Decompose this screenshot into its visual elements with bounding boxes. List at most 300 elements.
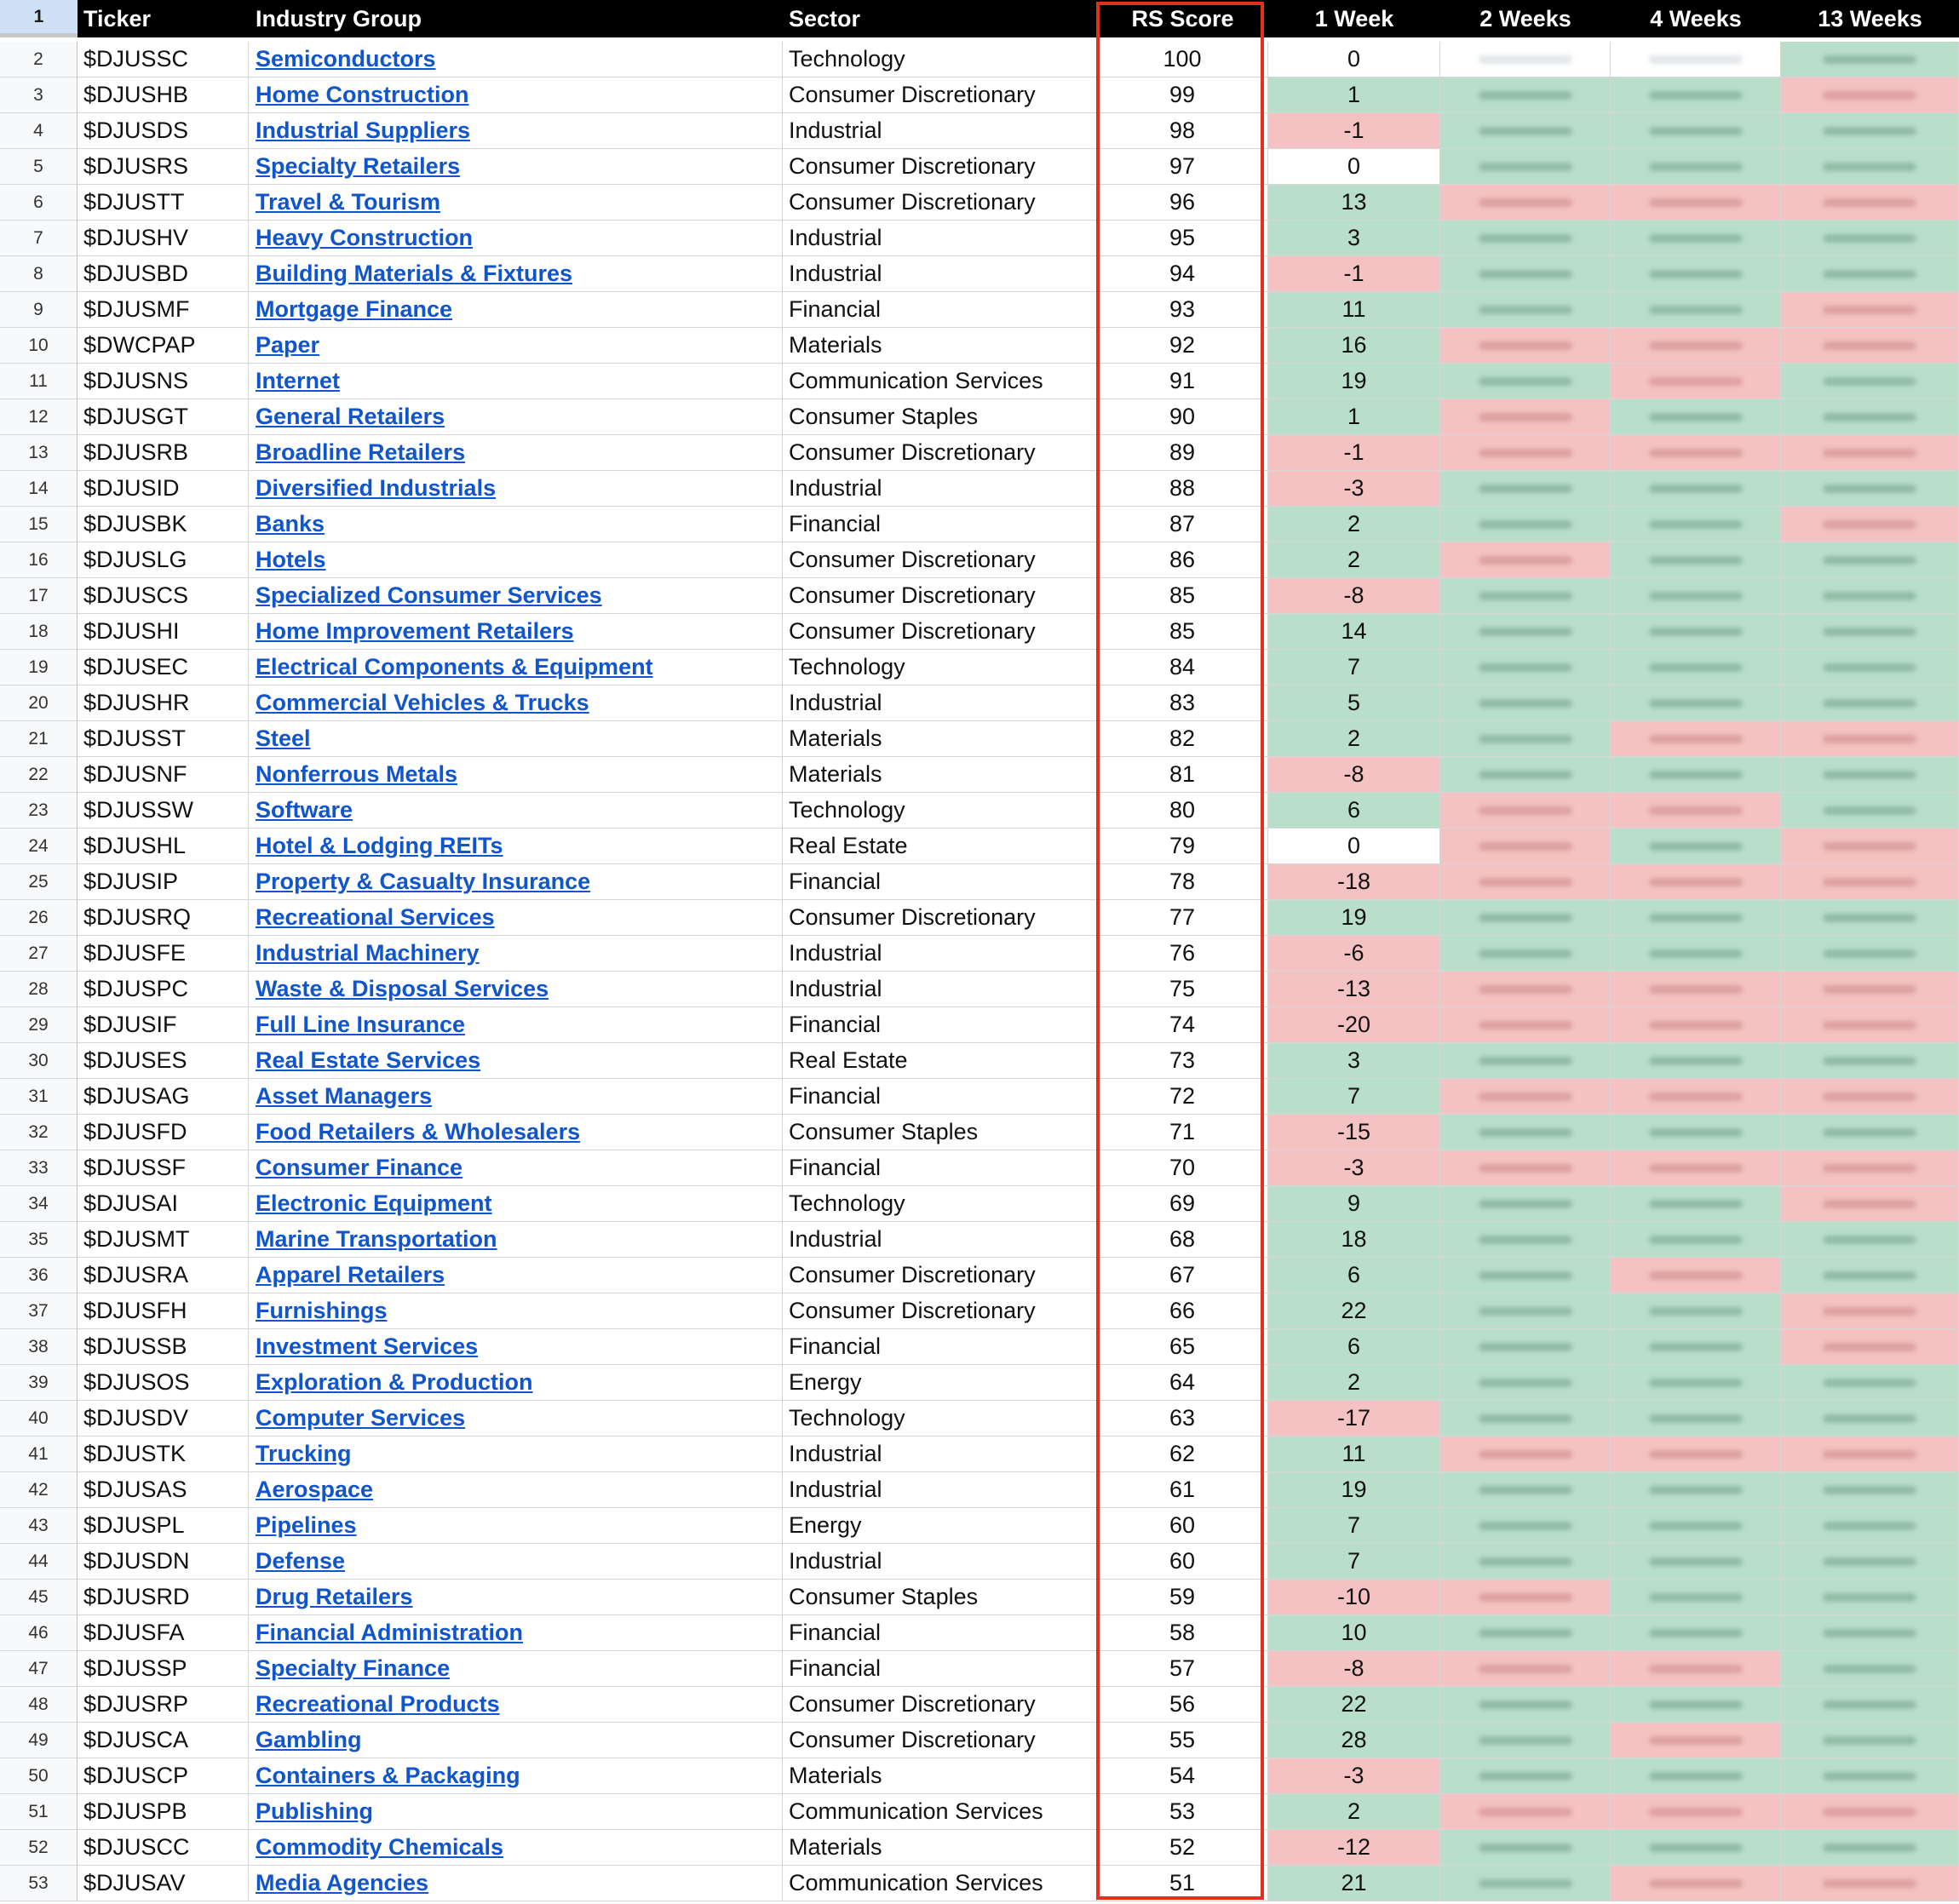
week-4-change-cell[interactable] (1611, 1007, 1781, 1043)
rs-score-cell[interactable]: 65 (1097, 1329, 1268, 1365)
week-13-change-cell[interactable] (1781, 221, 1959, 256)
industry-group-link[interactable]: Investment Services (256, 1333, 479, 1359)
sector-cell[interactable]: Consumer Discretionary (783, 614, 1097, 650)
industry-group-cell[interactable] (249, 1365, 783, 1401)
week-1-change-cell[interactable]: 7 (1268, 1544, 1440, 1580)
sector-cell[interactable]: Consumer Discretionary (783, 435, 1097, 471)
week-4-change-cell[interactable] (1611, 614, 1781, 650)
industry-group-cell[interactable] (249, 1043, 783, 1079)
industry-group-cell[interactable] (249, 972, 783, 1007)
week-2-change-cell[interactable] (1440, 1329, 1611, 1365)
week-4-change-cell[interactable] (1611, 1115, 1781, 1150)
row-number[interactable]: 21 (0, 721, 78, 757)
week-4-change-cell[interactable] (1611, 507, 1781, 542)
sector-cell[interactable]: Materials (783, 757, 1097, 793)
industry-group-cell[interactable] (249, 1258, 783, 1293)
industry-group-link[interactable]: Asset Managers (256, 1083, 433, 1109)
week-1-change-cell[interactable]: -3 (1268, 1758, 1440, 1794)
week-2-change-cell[interactable] (1440, 1472, 1611, 1508)
week-2-change-cell[interactable] (1440, 1544, 1611, 1580)
week-2-change-cell[interactable] (1440, 1723, 1611, 1758)
industry-group-cell[interactable] (249, 1007, 783, 1043)
week-4-change-cell[interactable] (1611, 185, 1781, 221)
week-13-change-cell[interactable] (1781, 1580, 1959, 1615)
week-4-change-cell[interactable] (1611, 1544, 1781, 1580)
sector-cell[interactable]: Industrial (783, 936, 1097, 972)
industry-group-link[interactable]: Home Construction (256, 82, 469, 107)
rs-score-cell[interactable]: 81 (1097, 757, 1268, 793)
column-header-sector[interactable]: Sector (783, 0, 1097, 37)
week-4-change-cell[interactable] (1611, 793, 1781, 829)
ticker-cell[interactable]: $DJUSID (78, 471, 249, 507)
sector-cell[interactable]: Real Estate (783, 1043, 1097, 1079)
week-2-change-cell[interactable] (1440, 793, 1611, 829)
industry-group-cell[interactable] (249, 829, 783, 864)
week-1-change-cell[interactable]: 1 (1268, 399, 1440, 435)
week-4-change-cell[interactable] (1611, 328, 1781, 364)
week-1-change-cell[interactable]: -3 (1268, 471, 1440, 507)
week-2-change-cell[interactable] (1440, 1079, 1611, 1115)
week-13-change-cell[interactable] (1781, 829, 1959, 864)
rs-score-cell[interactable]: 95 (1097, 221, 1268, 256)
ticker-cell[interactable]: $DJUSTK (78, 1437, 249, 1472)
industry-group-cell[interactable] (249, 292, 783, 328)
row-number[interactable]: 23 (0, 793, 78, 829)
industry-group-cell[interactable] (249, 936, 783, 972)
row-number[interactable]: 43 (0, 1508, 78, 1544)
rs-score-cell[interactable]: 73 (1097, 1043, 1268, 1079)
week-1-change-cell[interactable]: 28 (1268, 1723, 1440, 1758)
week-13-change-cell[interactable] (1781, 864, 1959, 900)
industry-group-cell[interactable] (249, 1472, 783, 1508)
week-4-change-cell[interactable] (1611, 1794, 1781, 1830)
row-number[interactable]: 17 (0, 578, 78, 614)
week-13-change-cell[interactable] (1781, 614, 1959, 650)
industry-group-cell[interactable] (249, 435, 783, 471)
sector-cell[interactable]: Technology (783, 650, 1097, 685)
row-number[interactable]: 50 (0, 1758, 78, 1794)
rs-score-cell[interactable]: 69 (1097, 1186, 1268, 1222)
sector-cell[interactable]: Technology (783, 42, 1097, 77)
sector-cell[interactable]: Consumer Staples (783, 1580, 1097, 1615)
week-2-change-cell[interactable] (1440, 221, 1611, 256)
ticker-cell[interactable]: $DJUSRA (78, 1258, 249, 1293)
row-number[interactable]: 11 (0, 364, 78, 399)
week-4-change-cell[interactable] (1611, 113, 1781, 149)
rs-score-cell[interactable]: 97 (1097, 149, 1268, 185)
ticker-cell[interactable]: $DJUSIP (78, 864, 249, 900)
week-13-change-cell[interactable] (1781, 1401, 1959, 1437)
industry-group-cell[interactable] (249, 542, 783, 578)
week-13-change-cell[interactable] (1781, 1830, 1959, 1866)
ticker-cell[interactable]: $DJUSNS (78, 364, 249, 399)
industry-group-cell[interactable] (249, 1079, 783, 1115)
ticker-cell[interactable]: $DJUSPL (78, 1508, 249, 1544)
week-2-change-cell[interactable] (1440, 364, 1611, 399)
industry-group-cell[interactable] (249, 578, 783, 614)
ticker-cell[interactable]: $DJUSBD (78, 256, 249, 292)
week-1-change-cell[interactable]: 10 (1268, 1615, 1440, 1651)
week-2-change-cell[interactable] (1440, 1758, 1611, 1794)
week-13-change-cell[interactable] (1781, 1651, 1959, 1687)
row-number[interactable]: 27 (0, 936, 78, 972)
sector-cell[interactable]: Industrial (783, 256, 1097, 292)
industry-group-cell[interactable] (249, 77, 783, 113)
row-number[interactable]: 39 (0, 1365, 78, 1401)
rs-score-cell[interactable]: 90 (1097, 399, 1268, 435)
week-1-change-cell[interactable]: -8 (1268, 578, 1440, 614)
ticker-cell[interactable]: $DWCPAP (78, 328, 249, 364)
week-4-change-cell[interactable] (1611, 1758, 1781, 1794)
week-1-change-cell[interactable]: 6 (1268, 1258, 1440, 1293)
week-2-change-cell[interactable] (1440, 1687, 1611, 1723)
week-4-change-cell[interactable] (1611, 578, 1781, 614)
ticker-cell[interactable]: $DJUSCP (78, 1758, 249, 1794)
industry-group-link[interactable]: General Retailers (256, 404, 445, 429)
industry-group-cell[interactable] (249, 1329, 783, 1365)
week-13-change-cell[interactable] (1781, 399, 1959, 435)
industry-group-link[interactable]: Semiconductors (256, 46, 436, 72)
week-13-change-cell[interactable] (1781, 1544, 1959, 1580)
week-13-change-cell[interactable] (1781, 1437, 1959, 1472)
sector-cell[interactable]: Industrial (783, 685, 1097, 721)
week-2-change-cell[interactable] (1440, 1258, 1611, 1293)
week-1-change-cell[interactable]: 1 (1268, 77, 1440, 113)
ticker-cell[interactable]: $DJUSHB (78, 77, 249, 113)
week-13-change-cell[interactable] (1781, 1472, 1959, 1508)
row-number[interactable]: 6 (0, 185, 78, 221)
sector-cell[interactable]: Consumer Discretionary (783, 578, 1097, 614)
ticker-cell[interactable]: $DJUSES (78, 1043, 249, 1079)
week-13-change-cell[interactable] (1781, 1222, 1959, 1258)
rs-score-cell[interactable]: 58 (1097, 1615, 1268, 1651)
rs-score-cell[interactable]: 60 (1097, 1544, 1268, 1580)
week-4-change-cell[interactable] (1611, 1580, 1781, 1615)
week-1-change-cell[interactable]: 19 (1268, 364, 1440, 399)
week-13-change-cell[interactable] (1781, 113, 1959, 149)
industry-group-link[interactable]: Heavy Construction (256, 225, 474, 250)
sector-cell[interactable]: Materials (783, 1758, 1097, 1794)
row-number[interactable]: 35 (0, 1222, 78, 1258)
sector-cell[interactable]: Financial (783, 1007, 1097, 1043)
week-2-change-cell[interactable] (1440, 471, 1611, 507)
row-number[interactable]: 8 (0, 256, 78, 292)
week-2-change-cell[interactable] (1440, 328, 1611, 364)
week-13-change-cell[interactable] (1781, 1687, 1959, 1723)
week-1-change-cell[interactable]: -3 (1268, 1150, 1440, 1186)
week-4-change-cell[interactable] (1611, 1043, 1781, 1079)
row-number[interactable]: 10 (0, 328, 78, 364)
sector-cell[interactable]: Consumer Staples (783, 1115, 1097, 1150)
week-4-change-cell[interactable] (1611, 399, 1781, 435)
row-number[interactable]: 31 (0, 1079, 78, 1115)
week-13-change-cell[interactable] (1781, 1866, 1959, 1901)
rs-score-cell[interactable]: 87 (1097, 507, 1268, 542)
row-number[interactable]: 40 (0, 1401, 78, 1437)
industry-group-link[interactable]: Gambling (256, 1727, 362, 1752)
industry-group-link[interactable]: Trucking (256, 1441, 352, 1466)
sector-cell[interactable]: Financial (783, 1079, 1097, 1115)
industry-group-link[interactable]: Commodity Chemicals (256, 1834, 504, 1860)
week-4-change-cell[interactable] (1611, 435, 1781, 471)
week-4-change-cell[interactable] (1611, 1437, 1781, 1472)
rs-score-cell[interactable]: 68 (1097, 1222, 1268, 1258)
industry-group-link[interactable]: Specialty Finance (256, 1655, 451, 1681)
ticker-cell[interactable]: $DJUSRB (78, 435, 249, 471)
rs-score-cell[interactable]: 54 (1097, 1758, 1268, 1794)
industry-group-cell[interactable] (249, 1723, 783, 1758)
ticker-cell[interactable]: $DJUSLG (78, 542, 249, 578)
row-number[interactable]: 9 (0, 292, 78, 328)
rs-score-cell[interactable]: 77 (1097, 900, 1268, 936)
ticker-cell[interactable]: $DJUSFE (78, 936, 249, 972)
week-13-change-cell[interactable] (1781, 900, 1959, 936)
industry-group-cell[interactable] (249, 471, 783, 507)
week-13-change-cell[interactable] (1781, 1723, 1959, 1758)
industry-group-cell[interactable] (249, 1508, 783, 1544)
week-1-change-cell[interactable]: 2 (1268, 1365, 1440, 1401)
week-4-change-cell[interactable] (1611, 471, 1781, 507)
ticker-cell[interactable]: $DJUSSF (78, 1150, 249, 1186)
ticker-cell[interactable]: $DJUSNF (78, 757, 249, 793)
week-1-change-cell[interactable]: 7 (1268, 1508, 1440, 1544)
week-1-change-cell[interactable]: -12 (1268, 1830, 1440, 1866)
week-4-change-cell[interactable] (1611, 1615, 1781, 1651)
industry-group-cell[interactable] (249, 364, 783, 399)
industry-group-link[interactable]: Internet (256, 368, 341, 393)
rs-score-cell[interactable]: 84 (1097, 650, 1268, 685)
rs-score-cell[interactable]: 89 (1097, 435, 1268, 471)
sector-cell[interactable]: Industrial (783, 1472, 1097, 1508)
week-13-change-cell[interactable] (1781, 1150, 1959, 1186)
week-4-change-cell[interactable] (1611, 1723, 1781, 1758)
sector-cell[interactable]: Industrial (783, 1222, 1097, 1258)
week-1-change-cell[interactable]: 0 (1268, 829, 1440, 864)
ticker-cell[interactable]: $DJUSRS (78, 149, 249, 185)
week-4-change-cell[interactable] (1611, 1651, 1781, 1687)
rs-score-cell[interactable]: 72 (1097, 1079, 1268, 1115)
week-4-change-cell[interactable] (1611, 221, 1781, 256)
sector-cell[interactable]: Materials (783, 721, 1097, 757)
industry-group-cell[interactable] (249, 1293, 783, 1329)
sector-cell[interactable]: Financial (783, 1150, 1097, 1186)
rs-score-cell[interactable]: 85 (1097, 578, 1268, 614)
industry-group-cell[interactable] (249, 1687, 783, 1723)
ticker-cell[interactable]: $DJUSAS (78, 1472, 249, 1508)
ticker-cell[interactable]: $DJUSST (78, 721, 249, 757)
week-2-change-cell[interactable] (1440, 1293, 1611, 1329)
week-4-change-cell[interactable] (1611, 972, 1781, 1007)
rs-score-cell[interactable]: 64 (1097, 1365, 1268, 1401)
row-number[interactable]: 26 (0, 900, 78, 936)
week-1-change-cell[interactable]: 0 (1268, 149, 1440, 185)
row-number[interactable]: 20 (0, 685, 78, 721)
industry-group-link[interactable]: Nonferrous Metals (256, 761, 458, 787)
industry-group-cell[interactable] (249, 757, 783, 793)
ticker-cell[interactable]: $DJUSCS (78, 578, 249, 614)
industry-group-cell[interactable] (249, 1615, 783, 1651)
industry-group-link[interactable]: Hotels (256, 547, 326, 572)
industry-group-link[interactable]: Marine Transportation (256, 1226, 497, 1252)
week-2-change-cell[interactable] (1440, 1115, 1611, 1150)
row-number[interactable]: 22 (0, 757, 78, 793)
industry-group-cell[interactable] (249, 1115, 783, 1150)
column-header-13-weeks[interactable]: 13 Weeks (1781, 0, 1959, 37)
week-2-change-cell[interactable] (1440, 650, 1611, 685)
week-2-change-cell[interactable] (1440, 1401, 1611, 1437)
rs-score-cell[interactable]: 71 (1097, 1115, 1268, 1150)
rs-score-cell[interactable]: 62 (1097, 1437, 1268, 1472)
week-13-change-cell[interactable] (1781, 721, 1959, 757)
row-number[interactable]: 34 (0, 1186, 78, 1222)
industry-group-link[interactable]: Specialty Retailers (256, 153, 461, 179)
week-13-change-cell[interactable] (1781, 364, 1959, 399)
week-2-change-cell[interactable] (1440, 77, 1611, 113)
week-1-change-cell[interactable]: 5 (1268, 685, 1440, 721)
week-2-change-cell[interactable] (1440, 1794, 1611, 1830)
week-4-change-cell[interactable] (1611, 1472, 1781, 1508)
row-number[interactable]: 19 (0, 650, 78, 685)
sector-cell[interactable]: Real Estate (783, 829, 1097, 864)
week-4-change-cell[interactable] (1611, 1222, 1781, 1258)
sector-cell[interactable]: Financial (783, 507, 1097, 542)
week-1-change-cell[interactable]: 13 (1268, 185, 1440, 221)
week-2-change-cell[interactable] (1440, 1651, 1611, 1687)
ticker-cell[interactable]: $DJUSBK (78, 507, 249, 542)
rs-score-cell[interactable]: 93 (1097, 292, 1268, 328)
week-13-change-cell[interactable] (1781, 650, 1959, 685)
sector-cell[interactable]: Consumer Discretionary (783, 1723, 1097, 1758)
week-1-change-cell[interactable]: 3 (1268, 221, 1440, 256)
week-2-change-cell[interactable] (1440, 614, 1611, 650)
ticker-cell[interactable]: $DJUSFD (78, 1115, 249, 1150)
sector-cell[interactable]: Financial (783, 1651, 1097, 1687)
week-4-change-cell[interactable] (1611, 685, 1781, 721)
rs-score-cell[interactable]: 88 (1097, 471, 1268, 507)
row-number[interactable]: 28 (0, 972, 78, 1007)
rs-score-cell[interactable]: 59 (1097, 1580, 1268, 1615)
week-2-change-cell[interactable] (1440, 1007, 1611, 1043)
rs-score-cell[interactable]: 66 (1097, 1293, 1268, 1329)
industry-group-cell[interactable] (249, 1866, 783, 1901)
week-13-change-cell[interactable] (1781, 1794, 1959, 1830)
sector-cell[interactable]: Consumer Discretionary (783, 1258, 1097, 1293)
rs-score-cell[interactable]: 86 (1097, 542, 1268, 578)
week-1-change-cell[interactable]: -1 (1268, 256, 1440, 292)
industry-group-link[interactable]: Consumer Finance (256, 1155, 463, 1180)
industry-group-cell[interactable] (249, 328, 783, 364)
ticker-cell[interactable]: $DJUSDN (78, 1544, 249, 1580)
sector-cell[interactable]: Communication Services (783, 1794, 1097, 1830)
week-13-change-cell[interactable] (1781, 1115, 1959, 1150)
industry-group-link[interactable]: Recreational Services (256, 904, 495, 930)
rs-score-cell[interactable]: 57 (1097, 1651, 1268, 1687)
week-2-change-cell[interactable] (1440, 936, 1611, 972)
week-13-change-cell[interactable] (1781, 1043, 1959, 1079)
week-2-change-cell[interactable] (1440, 1150, 1611, 1186)
week-1-change-cell[interactable]: 9 (1268, 1186, 1440, 1222)
ticker-cell[interactable]: $DJUSHL (78, 829, 249, 864)
industry-group-link[interactable]: Industrial Suppliers (256, 118, 471, 143)
industry-group-link[interactable]: Drug Retailers (256, 1584, 413, 1609)
sector-cell[interactable]: Consumer Discretionary (783, 542, 1097, 578)
week-2-change-cell[interactable] (1440, 1508, 1611, 1544)
week-13-change-cell[interactable] (1781, 578, 1959, 614)
industry-group-link[interactable]: Exploration & Production (256, 1369, 533, 1395)
industry-group-link[interactable]: Broadline Retailers (256, 439, 466, 465)
row-number-header[interactable]: 1 (0, 0, 78, 37)
week-13-change-cell[interactable] (1781, 507, 1959, 542)
week-1-change-cell[interactable]: -1 (1268, 435, 1440, 471)
rs-score-cell[interactable]: 56 (1097, 1687, 1268, 1723)
row-number[interactable]: 3 (0, 77, 78, 113)
week-13-change-cell[interactable] (1781, 1508, 1959, 1544)
sector-cell[interactable]: Materials (783, 1830, 1097, 1866)
row-number[interactable]: 36 (0, 1258, 78, 1293)
ticker-cell[interactable]: $DJUSHI (78, 614, 249, 650)
week-13-change-cell[interactable] (1781, 757, 1959, 793)
week-1-change-cell[interactable]: 11 (1268, 1437, 1440, 1472)
industry-group-link[interactable]: Diversified Industrials (256, 475, 497, 501)
sector-cell[interactable]: Communication Services (783, 364, 1097, 399)
week-2-change-cell[interactable] (1440, 1186, 1611, 1222)
sector-cell[interactable]: Consumer Discretionary (783, 1293, 1097, 1329)
ticker-cell[interactable]: $DJUSMT (78, 1222, 249, 1258)
rs-score-cell[interactable]: 79 (1097, 829, 1268, 864)
week-4-change-cell[interactable] (1611, 1150, 1781, 1186)
ticker-cell[interactable]: $DJUSSP (78, 1651, 249, 1687)
ticker-cell[interactable]: $DJUSFH (78, 1293, 249, 1329)
industry-group-cell[interactable] (249, 1401, 783, 1437)
week-1-change-cell[interactable]: 21 (1268, 1866, 1440, 1901)
sector-cell[interactable]: Consumer Discretionary (783, 900, 1097, 936)
ticker-cell[interactable]: $DJUSRD (78, 1580, 249, 1615)
week-1-change-cell[interactable]: -10 (1268, 1580, 1440, 1615)
week-13-change-cell[interactable] (1781, 1079, 1959, 1115)
week-13-change-cell[interactable] (1781, 1329, 1959, 1365)
rs-score-cell[interactable]: 70 (1097, 1150, 1268, 1186)
row-number[interactable]: 45 (0, 1580, 78, 1615)
week-2-change-cell[interactable] (1440, 972, 1611, 1007)
week-13-change-cell[interactable] (1781, 149, 1959, 185)
column-header-4-weeks[interactable]: 4 Weeks (1611, 0, 1781, 37)
week-1-change-cell[interactable]: -20 (1268, 1007, 1440, 1043)
row-number[interactable]: 7 (0, 221, 78, 256)
ticker-cell[interactable]: $DJUSPB (78, 1794, 249, 1830)
industry-group-cell[interactable] (249, 614, 783, 650)
industry-group-link[interactable]: Waste & Disposal Services (256, 976, 549, 1001)
sector-cell[interactable]: Financial (783, 1329, 1097, 1365)
rs-score-cell[interactable]: 61 (1097, 1472, 1268, 1508)
week-4-change-cell[interactable] (1611, 936, 1781, 972)
rs-score-cell[interactable]: 98 (1097, 113, 1268, 149)
industry-group-cell[interactable] (249, 113, 783, 149)
row-number[interactable]: 24 (0, 829, 78, 864)
industry-group-cell[interactable] (249, 900, 783, 936)
week-4-change-cell[interactable] (1611, 42, 1781, 77)
week-2-change-cell[interactable] (1440, 435, 1611, 471)
column-header-rs-score[interactable]: RS Score (1097, 0, 1268, 37)
rs-score-cell[interactable]: 96 (1097, 185, 1268, 221)
row-number[interactable]: 15 (0, 507, 78, 542)
rs-score-cell[interactable]: 99 (1097, 77, 1268, 113)
column-header-2-weeks[interactable]: 2 Weeks (1440, 0, 1611, 37)
week-2-change-cell[interactable] (1440, 1866, 1611, 1901)
week-4-change-cell[interactable] (1611, 1258, 1781, 1293)
week-2-change-cell[interactable] (1440, 685, 1611, 721)
sector-cell[interactable]: Financial (783, 864, 1097, 900)
ticker-cell[interactable]: $DJUSAV (78, 1866, 249, 1901)
